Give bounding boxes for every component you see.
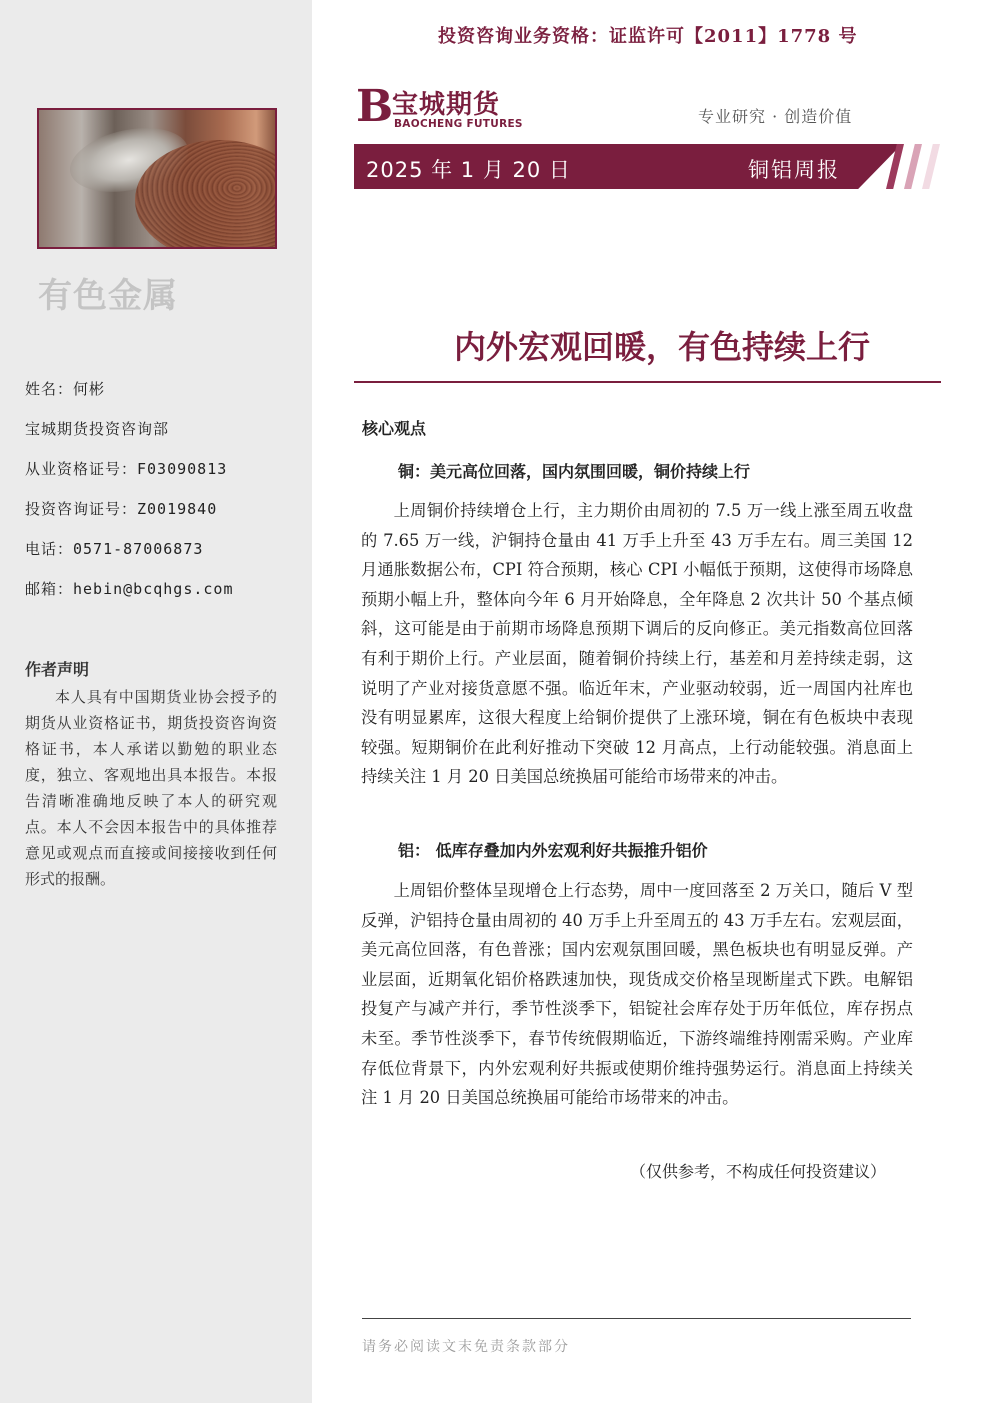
core-view-heading: 核心观点: [362, 419, 427, 438]
declaration-title: 作者声明: [25, 660, 90, 679]
cover-photo: [37, 108, 277, 249]
analyst-phone: 电话：0571-87006873: [25, 540, 204, 558]
logo-en-text: BAOCHENG FUTURES: [394, 118, 523, 130]
banner-stripe: [922, 144, 940, 189]
sector-label: 有色金属: [38, 276, 178, 316]
declaration-text: 本人具有中国期货业协会授予的期货从业资格证书，期货投资咨询资格证书，本人承诺以勤勉的职业态度，独立、客观地出具本报告。本报告清晰准确地反映了本人的研究观点。本人不会因本报告中的具体推荐意见或观点而直接或间接接收到任何形式的报酬。: [25, 688, 277, 888]
logo-b-icon: B: [356, 81, 394, 132]
certification-text: 投资咨询业务资格：证监许可【2011】1778 号: [438, 26, 858, 47]
title-divider: [354, 381, 941, 383]
footer-divider: [362, 1318, 911, 1319]
company-logo: [356, 81, 526, 132]
analyst-license: 从业资格证号：F03090813: [25, 460, 228, 478]
analyst-email: 邮箱：hebin@bcqhgs.com: [25, 580, 234, 598]
report-title: 内外宏观回暖，有色持续上行: [453, 328, 870, 366]
banner-stripe: [904, 144, 922, 189]
analyst-name: 姓名：何彬: [25, 380, 106, 398]
analyst-department: 宝城期货投资咨询部: [25, 420, 170, 438]
slogan: 专业研究 · 创造价值: [698, 107, 853, 126]
logo-cn-text: 宝城期货: [392, 90, 501, 120]
copper-heading: 铜：美元高位回落，国内氛围回暖，铜价持续上行: [398, 462, 751, 481]
aluminum-heading: 铝： 低库存叠加内外宏观利好共振推升铝价: [398, 841, 708, 860]
footer-note: 请务必阅读文末免责条款部分: [362, 1339, 570, 1355]
investment-disclaimer: （仅供参考，不构成任何投资建议）: [630, 1162, 887, 1181]
report-date: 2025 年 1 月 20 日: [366, 158, 571, 182]
report-type: 铜铝周报: [748, 158, 840, 182]
copper-paragraph: 上周铜价持续增仓上行，主力期价由周初的 7.5 万一线上涨至周五收盘的 7.65 万一线，沪铜持仓量由 41 万手上升至 43 万手左右。周三美国 12 月通胀数据公布，CPI 符合预期，核心 CPI 小幅低于预期，这使得市场降息预期小幅上升，整体向今年 6 月开始降息，全年降息 2 次共计 50 个基点倾斜，这可能是由于前期市场降息预期下调后的反向修正。美元指数高位回落有利于期价上行。产业层面，随着铜价持续上行，基差和月差持续走弱，这说明了产业对接货意愿不强。临近年末，产业驱动较弱，近一周国内社库也没有明显累库，这很大程度上给铜价提供了上涨环境，铜在有色板块中表现较强。短期铜价在此利好推动下突破 12 月高点，上行动能较强。消息面上持续关注 1 月 20 日美国总统换届可能给市场带来的冲击。: [361, 501, 913, 787]
aluminum-paragraph: 上周铝价整体呈现增仓上行态势，周中一度回落至 2 万关口，随后 V 型反弹，沪铝持仓量由周初的 40 万手上升至周五的 43 万手左右。宏观层面，美元高位回落，有色普涨；国内宏观氛围回暖，黑色板块也有明显反弹。产业层面，近期氧化铝价格跌速加快，现货成交价格呈现断崖式下跌。电解铝投复产与减产并行，季节性淡季下，铝锭社会库存处于历年低位，库存拐点未至。季节性淡季下，春节传统假期临近，下游终端维持刚需采购。产业库存低位背景下，内外宏观利好共振或使期价维持强势运行。消息面上持续关注 1 月 20 日美国总统换届可能给市场带来的冲击。: [361, 881, 913, 1108]
analyst-consult-license: 投资咨询证号：Z0019840: [25, 500, 218, 518]
